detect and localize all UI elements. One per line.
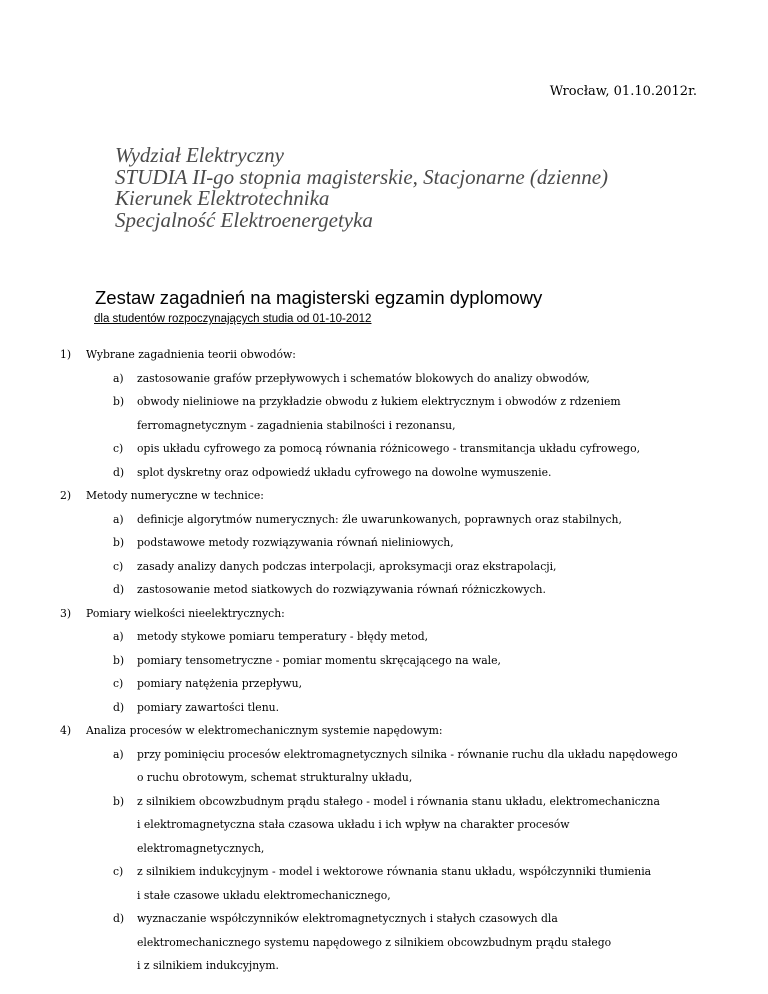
- item-text: zastosowanie metod siatkowych do rozwiązywania równań różniczkowych.: [137, 583, 546, 596]
- item-label: d): [113, 912, 125, 925]
- faculty-name: Wydział Elektryczny: [115, 143, 284, 167]
- section-number: 2): [60, 489, 72, 502]
- item-text: splot dyskretny oraz odpowiedź układu cyfrowego na dowolne wymuszenie.: [137, 465, 552, 479]
- item-label: d): [113, 583, 125, 596]
- study-level: STUDIA II-go stopnia magisterskie, Stacjonarne (dzienne): [115, 164, 609, 189]
- item-text: z silnikiem indukcyjnym - model i wektorowe równania stanu układu, współczynniki tłumienia: [137, 865, 652, 878]
- item-label: c): [113, 677, 124, 690]
- item-label: c): [113, 865, 124, 878]
- item-label: b): [113, 794, 125, 808]
- item-label: a): [113, 747, 124, 761]
- item-text: i stałe czasowe układu elektromechanicznego,: [137, 888, 391, 902]
- item-label: c): [113, 559, 124, 573]
- item-label: a): [113, 512, 124, 526]
- item-text: opis układu cyfrowego za pomocą równania różnicowego - transmitancja układu cyfrowego,: [137, 442, 641, 455]
- item-text: zasady analizy danych podczas interpolacji, aproksymacji oraz ekstrapolacji,: [137, 559, 557, 573]
- section-number: 3): [60, 606, 72, 620]
- faculty-block: [115, 145, 608, 231]
- item-label: a): [113, 630, 124, 643]
- section-number: 4): [60, 724, 72, 737]
- item-text: obwody nieliniowe na przykładzie obwodu z łukiem elektrycznym i obwodów z rdzeniem: [137, 395, 621, 408]
- item-text: pomiary zawartości tlenu.: [137, 700, 280, 714]
- item-text: metody stykowe pomiaru temperatury - błędy metod,: [137, 630, 429, 643]
- item-text: pomiary natężenia przepływu,: [137, 677, 302, 690]
- specialization: Specjalność Elektroenergetyka: [115, 207, 373, 232]
- item-text: elektromechanicznego systemu napędowego z silnikiem obcowzbudnym prądu stałego: [137, 935, 612, 949]
- item-text: elektromagnetycznych,: [137, 841, 265, 855]
- section-title: Metody numeryczne w technice:: [86, 489, 264, 502]
- document-title: Zestaw zagadnień na magisterski egzamin dyplomowy: [95, 287, 543, 308]
- section-title: Wybrane zagadnienia teorii obwodów:: [86, 348, 296, 361]
- item-text: wyznaczanie współczynników elektromagnetycznych i stałych czasowych dla: [137, 912, 558, 925]
- item-label: b): [113, 395, 125, 408]
- item-text: ferromagnetycznym - zagadnienia stabilności i rezonansu,: [137, 418, 456, 432]
- section-title: Analiza procesów w elektromechanicznym systemie napędowym:: [86, 724, 443, 737]
- item-text: przy pominięciu procesów elektromagnetycznych silnika - równanie ruchu dla układu napędowego: [137, 747, 678, 761]
- item-text: zastosowanie grafów przepływowych i schematów blokowych do analizy obwodów,: [137, 371, 590, 385]
- item-text: definicje algorytmów numerycznych: źle uwarunkowanych, poprawnych oraz stabilnych,: [137, 512, 622, 526]
- item-text: i elektromagnetyczna stała czasowa układu i ich wpływ na charakter procesów: [137, 818, 570, 831]
- field-of-study: Kierunek Elektrotechnika: [115, 186, 330, 210]
- item-text: z silnikiem obcowzbudnym prądu stałego - model i równania stanu układu, elektromechaniczna: [137, 794, 660, 808]
- item-text: pomiary tensometryczne - pomiar momentu skręcającego na wale,: [137, 653, 501, 667]
- section-number: 1): [60, 348, 72, 361]
- item-label: d): [113, 700, 125, 714]
- document-subtitle: dla studentów rozpoczynających studia od 01-10-2012: [94, 313, 372, 325]
- item-label: c): [113, 442, 124, 455]
- document-date: Wrocław, 01.10.2012r.: [549, 84, 697, 99]
- item-label: a): [113, 371, 124, 385]
- item-label: b): [113, 536, 125, 549]
- item-text: i z silnikiem indukcyjnym.: [137, 959, 279, 972]
- item-text: o ruchu obrotowym, schemat strukturalny układu,: [137, 771, 413, 784]
- item-label: d): [113, 465, 125, 479]
- item-label: b): [113, 653, 125, 667]
- item-text: podstawowe metody rozwiązywania równań nieliniowych,: [137, 536, 454, 549]
- section-title: Pomiary wielkości nieelektrycznych:: [86, 606, 285, 620]
